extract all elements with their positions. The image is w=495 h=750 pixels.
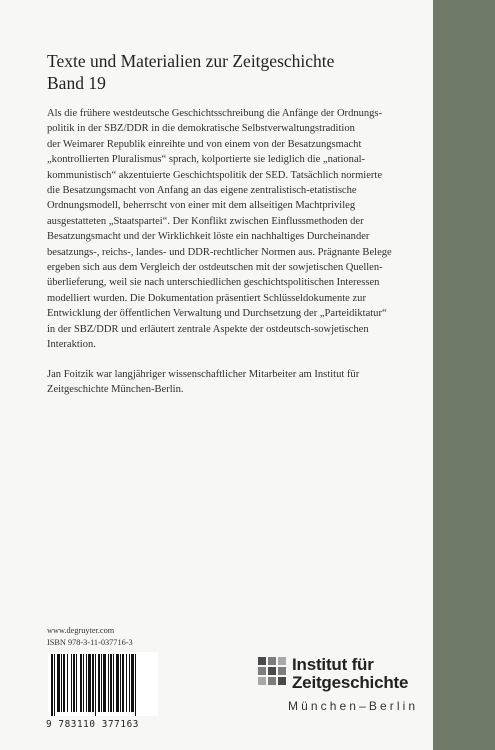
series-volume: Band 19 bbox=[47, 73, 106, 93]
description-line: der Weimarer Republik einreihte und von einem von der Besatzungsmacht bbox=[47, 138, 362, 150]
description-line: besatzungs-, reichs-, landes- und DDR-rechtlicher Normen aus. Prägnante Belege bbox=[47, 246, 392, 258]
author-bio-line: Jan Foitzik war langjähriger wissenschaftlicher Mitarbeiter am Institut für bbox=[47, 369, 360, 380]
series-heading bbox=[47, 50, 334, 94]
description-line: Interaktion. bbox=[47, 339, 96, 351]
description-line: ausgestatteten „Staatspartei“. Der Konflikt zwischen Einflussmethoden der bbox=[47, 215, 364, 227]
publisher-url: www.degruyter.com bbox=[47, 626, 115, 635]
description-line: Als die frühere westdeutsche Geschichtsschreibung die Anfänge der Ordnungs- bbox=[47, 108, 383, 119]
barcode-digits: 9 783110 377163 bbox=[46, 719, 139, 730]
description-line: überlieferung, weil sie nach unterschiedlichen geschichtspolitischen Interessen bbox=[47, 277, 380, 289]
logo-text-line2: Zeitgeschichte bbox=[292, 673, 409, 692]
barcode-image bbox=[48, 652, 158, 716]
description-line: Entwicklung der öffentlichen Verwaltung und Durchsetzung der „Parteidiktatur“ bbox=[47, 308, 387, 320]
description-line: kommunistisch“ akzentuierte Geschichtspolitik der SED. Tatsächlich normierte bbox=[47, 169, 383, 181]
publisher-info bbox=[47, 625, 133, 648]
description-line: modelliert wurden. Die Dokumentation präsentiert Schlüsseldokumente zur bbox=[47, 292, 366, 304]
description-line: in der SBZ/DDR und erläutert zentrale Aspekte der ostdeutsch-sowjetischen bbox=[47, 323, 369, 335]
logo-city: München–Berlin bbox=[288, 699, 419, 713]
institute-logo-mark-icon bbox=[258, 657, 286, 693]
description-line: „kontrollierten Pluralismus“ sprach, kolportierte sie lediglich die „national- bbox=[47, 154, 366, 166]
description-line: Besatzungsmacht und der Wirklichkeit löste ein nachhaltiges Durcheinander bbox=[47, 231, 370, 243]
description-line: politik in der SBZ/DDR in die demokratische Selbstverwaltungstradition bbox=[47, 123, 355, 135]
series-title: Texte und Materialien zur Zeitgeschichte bbox=[47, 51, 335, 71]
institute-logo bbox=[258, 655, 418, 715]
description-line: die Besatzungsmacht von Anfang an das eigene zentralistisch-etatistische bbox=[47, 185, 357, 197]
author-bio-line: Zeitgeschichte München-Berlin. bbox=[47, 384, 184, 396]
description-line: ergeben sich aus dem Vergleich der ostdeutschen mit der sowjetischen Quellen- bbox=[47, 262, 383, 274]
author-bio bbox=[47, 367, 415, 398]
logo-text-line1: Institut für bbox=[292, 655, 374, 674]
barcode-bars bbox=[48, 652, 158, 716]
book-description bbox=[47, 106, 415, 353]
isbn-text: ISBN 978-3-11-037716-3 bbox=[47, 637, 133, 647]
spine-color-band bbox=[433, 0, 495, 750]
description-line: Ordnungsmodell, beherrscht von einer mit dem allseitigen Machtprivileg bbox=[47, 200, 356, 212]
